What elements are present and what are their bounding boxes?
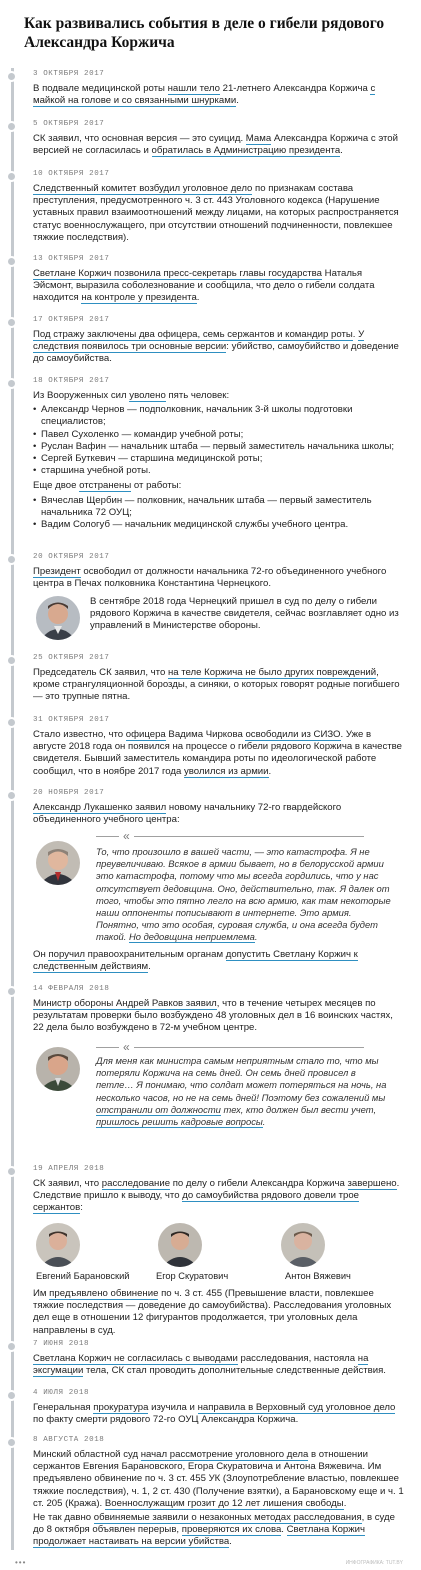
event-date: 20 ОКТЯБРЯ 2017	[33, 553, 110, 561]
dismissed-list	[33, 404, 405, 477]
event-text: В подвале медицинской роты нашли тело 21-летнего Александра Коржича с майкой на голове и со связанными шнурками.	[33, 83, 376, 107]
quote-chevron-icon: «	[96, 831, 364, 841]
event-text: Генеральная прокуратура изучила и направила в Верховный суд уголовное дело по факту смерти рядового 72-го ОУЦ Александра Коржича.	[33, 1402, 396, 1426]
event-text	[33, 390, 405, 531]
list-item: • Александр Чернов — подполковник, начальник 3-й школы подготовки специалистов;	[33, 404, 405, 428]
timeline-dot-icon	[6, 1390, 17, 1401]
suspended-list	[33, 495, 405, 532]
event-date: 13 ОКТЯБРЯ 2017	[33, 255, 110, 263]
highlighted-phrase: с майкой на голове и со связанными шнурками	[33, 83, 376, 107]
highlighted-phrase: освободили из СИЗО	[245, 729, 341, 740]
timeline-dot-icon	[6, 717, 17, 728]
avatar	[36, 1223, 80, 1267]
page-title: Как развивались события в деле о гибели рядового Александра Коржича	[24, 15, 385, 51]
highlighted-phrase: Мама	[245, 133, 272, 144]
event-text: Минский областной суд начал рассмотрение уголовного дела в отношении сержантов Евгения Барановского, Егора Скуратовича и Антона Вяжевича. Им предъявлено обвинение по ч. 3 ст. 455 УК (Злоупотребление властью, повлекшее тяжкие последствия), ч. 1, 2 ст. 430 (Получение взятки), а Барановскому еще и ч. 1 ст. 205 (Кража). Военнослужащим грозит до 12 лет лишения свободы.	[33, 1449, 404, 1509]
timeline-dot-icon	[6, 1341, 17, 1352]
person-name: Егор Скуратович	[156, 1271, 229, 1281]
event-text: Стало известно, что офицера Вадима Чиркова освободили из СИЗО. Уже в августе 2018 года он появился на процессе о гибели рядового Коржича в качестве свидетеля. Бывший заместитель командира роты по идеологической работе сообщил, что в ноябре 2017 года уволился из армии.	[33, 729, 402, 777]
event-text: Им предъявлено обвинение по ч. 3 ст. 455 (Превышение власти, повлекшее тяжкие последствия — доведение до самоубийства). Расследования уголовных дел еще в отношении 12 фигурантов продолжается, три уголовных дела направлены в суд.	[33, 1288, 392, 1336]
timeline-dot-icon	[6, 1166, 17, 1177]
highlighted-phrase: проверяются их слова	[181, 1524, 282, 1536]
event-date: 19 АПРЕЛЯ 2018	[33, 1165, 105, 1173]
highlighted-phrase: допустить Светлану Коржич к следственным действиям	[33, 949, 358, 973]
highlighted-phrase: Светлане Коржич позвонила пресс-секретарь главы государства	[33, 268, 322, 279]
highlighted-phrase: завершено	[347, 1178, 397, 1189]
highlighted-phrase: Военнослужащим грозит до 12 лет лишения свободы	[104, 1497, 344, 1509]
timeline-dot-icon	[6, 171, 17, 182]
highlighted-phrase: пришлось решить кадровые вопросы	[96, 1116, 263, 1128]
event-intro: Еще двое отстранены от работы:	[33, 480, 182, 492]
timeline-dot-icon	[6, 1437, 17, 1448]
highlighted-phrase: обратилась в Администрацию президента	[151, 145, 341, 157]
highlighted-phrase: Светлана Коржич не согласилась с выводами	[33, 1353, 238, 1364]
list-item: • Сергей Буткевич — старшина медицинской роты;	[33, 453, 405, 465]
list-item: • Павел Сухоленко — командир учебной роты;	[33, 429, 405, 441]
highlighted-phrase: Светлана Коржич продолжает настаивать на версии убийства	[33, 1524, 366, 1548]
timeline-dot-icon	[6, 378, 17, 389]
event-text: Александр Лукашенко заявил новому начальнику 72-го гвардейского объединенного учебного центра:	[33, 802, 342, 826]
highlighted-phrase: уволено	[129, 390, 166, 401]
avatar	[36, 841, 80, 885]
list-item: • Руслан Вафин — начальник штаба — первый заместитель начальника школы;	[33, 441, 405, 453]
event-text: Не так давно обвиняемые заявили о незаконных методах расследования, в суде до 8 октября объявлен перерыв, проверяются их слова. Светлана Коржич продолжает настаивать на версии убийства.	[33, 1512, 395, 1548]
highlighted-phrase: поручил	[48, 949, 85, 960]
timeline-dot-icon	[6, 256, 17, 267]
avatar	[281, 1223, 325, 1267]
timeline-dot-icon	[6, 317, 17, 328]
highlighted-phrase: Следственный комитет возбудил уголовное дело	[33, 183, 253, 194]
person-name: Антон Вяжевич	[285, 1271, 351, 1281]
person-name: Евгений Барановский	[36, 1271, 130, 1281]
highlighted-phrase: на контроле у президента	[81, 292, 197, 304]
avatar	[36, 1047, 80, 1091]
quote-chevron-icon: «	[96, 1042, 364, 1052]
highlighted-phrase: Министр обороны Андрей Равков заявил	[33, 998, 217, 1009]
avatar	[36, 596, 80, 640]
event-text: Министр обороны Андрей Равков заявил, что в течение четырех месяцев по результатам проверки было возбуждено 48 уголовных дел в 16 воинских частях, 22 дела было возбуждено в 72-м учебном центре.	[33, 998, 393, 1034]
event-text: Он поручил правоохранительным органам допустить Светлану Коржич к следственным действиям.	[33, 949, 358, 973]
list-item: • Вадим Сологуб — начальник медицинской службы учебного центра.	[33, 519, 405, 531]
event-date: 17 ОКТЯБРЯ 2017	[33, 316, 110, 324]
event-intro: Из Вооруженных сил уволено пять человек:	[33, 390, 230, 401]
timeline-dot-icon	[6, 71, 17, 82]
event-aside: В сентябре 2018 года Чернецкий пришел в суд по делу о гибели рядового Коржича в качестве свидетеля, сейчас возглавляет одно из управлений в Министерстве обороны.	[90, 596, 399, 632]
event-date: 7 ИЮНЯ 2018	[33, 1340, 90, 1348]
event-date: 20 НОЯБРЯ 2017	[33, 789, 105, 797]
timeline-dot-icon	[6, 655, 17, 666]
highlighted-phrase: направила в Верховный суд уголовное дело	[197, 1402, 396, 1413]
highlighted-phrase: расследование	[101, 1178, 171, 1189]
event-text: Следственный комитет возбудил уголовное дело по признакам состава преступления, предусмотренного ч. 3 ст. 443 Уголовного кодекса (Нарушение уставных правил взаимоотношений между лицами, на которых распространяется статус военнослужащего, при отсутствии отношений подчиненности, повлекшее тяжкие последствия).	[33, 183, 399, 243]
timeline-dot-icon	[6, 554, 17, 565]
highlighted-phrase: начал рассмотрение уголовного дела	[140, 1449, 309, 1460]
event-text: Председатель СК заявил, что на теле Коржича не было других повреждений, кроме странгуляционной борозды, а синяки, о которых говорят родные погибшего — это трупные пятна.	[33, 667, 400, 703]
timeline-line	[11, 68, 14, 1550]
highlighted-phrase: уволился из армии	[183, 765, 269, 777]
list-item: • Вячеслав Щербин — полковник, начальник штаба — первый заместитель начальника 72 ОУЦ;	[33, 495, 405, 519]
highlighted-phrase: обвиняемые заявили о незаконных методах расследования	[93, 1512, 362, 1523]
highlighted-phrase: прокуратура	[93, 1402, 149, 1413]
highlighted-phrase: нашли тело	[167, 83, 220, 94]
avatar	[158, 1223, 202, 1267]
highlighted-phrase: предъявлено обвинение	[49, 1288, 159, 1299]
highlighted-phrase: Под стражу заключены два офицера, семь сержантов и командир роты	[33, 329, 353, 340]
highlighted-phrase: офицера	[125, 729, 166, 740]
event-date: 4 ИЮЛЯ 2018	[33, 1389, 90, 1397]
credit: ИНФОГРАФИКА: TUT.BY	[345, 1560, 403, 1566]
quote-text: То, что произошло в вашей части, — это катастрофа. Я не преувеличиваю. Всякое в армии бывает, но в белорусской армии это катастрофа, потому что мы всегда гордились, что у нас отсутствует дедовщина. Оно, действительно, так. Я далек от того, чтобы это пятно легло на всю армию, как там некоторые наши оппоненты пописывают в интернете. Это армия. Понятно, что это особая, суровая служба, и она всегда будет такой. Но дедовщина неприемлема.	[96, 846, 391, 943]
footer-dots: •••	[15, 1558, 27, 1567]
quote-text: Для меня как министра самым неприятным стало то, что мы потеряли Коржича на семь дней. Он семь дней провисел в петле… Я понимаю, что солдат может потеряться на ночь, на несколько часов, но не на семь дней! Поэтому без сожалений мы отстранили от должности тех, кто должен был вести учет, пришлось решить кадровые вопросы.	[96, 1055, 387, 1128]
highlighted-phrase: Александр Лукашенко заявил	[33, 802, 167, 813]
event-text: Светлана Коржич не согласилась с выводами расследования, настояла на эксгумации тела, СК стал проводить дополнительные следственные действия.	[33, 1353, 386, 1377]
timeline-dot-icon	[6, 790, 17, 801]
highlighted-phrase: отстранены	[79, 480, 132, 492]
highlighted-phrase: на теле Коржича не было других повреждений	[167, 667, 377, 678]
event-date: 3 ОКТЯБРЯ 2017	[33, 70, 105, 78]
event-date: 5 ОКТЯБРЯ 2017	[33, 120, 105, 128]
highlighted-phrase: Президент	[33, 566, 81, 577]
event-text: СК заявил, что расследование по делу о гибели Александра Коржича завершено. Следствие пришло к выводу, что до самоубийства рядового довели трое сержантов:	[33, 1178, 400, 1214]
event-text: СК заявил, что основная версия — это суицид. Мама Александра Коржича с этой версией не согласилась и обратилась в Администрацию президента.	[33, 133, 399, 157]
timeline-dot-icon	[6, 121, 17, 132]
list-item: • старшина учебной роты.	[33, 465, 405, 477]
timeline-dot-icon	[6, 986, 17, 997]
event-text: Светлане Коржич позвонила пресс-секретарь главы государства Наталья Эйсмонт, выразила соболезнование и сообщила, что дело о гибели солдата находится на контроле у президента.	[33, 268, 375, 304]
event-text: Под стражу заключены два офицера, семь сержантов и командир роты. У следствия появилось три основные версии: убийство, самоубийство и доведение до самоубийства.	[33, 329, 399, 365]
highlighted-phrase: до самоубийства рядового довели трое сержантов	[33, 1190, 360, 1214]
event-date: 25 ОКТЯБРЯ 2017	[33, 654, 110, 662]
event-date: 18 ОКТЯБРЯ 2017	[33, 377, 110, 385]
event-text: Президент освободил от должности начальника 72-го объединенного учебного центра в Печах полковника Константина Чернецкого.	[33, 566, 387, 590]
highlighted-phrase: отстранили от должности	[96, 1103, 221, 1115]
event-date: 31 ОКТЯБРЯ 2017	[33, 716, 110, 724]
event-date: 14 ФЕВРАЛЯ 2018	[33, 985, 110, 993]
event-date: 8 АВГУСТА 2018	[33, 1436, 105, 1444]
highlighted-phrase: У следствия появилось три основные версии	[33, 329, 365, 353]
event-date: 10 ОКТЯБРЯ 2017	[33, 170, 110, 178]
highlighted-phrase: Но дедовщина неприемлема	[128, 931, 255, 943]
highlighted-phrase: на эксгумации	[33, 1353, 369, 1377]
